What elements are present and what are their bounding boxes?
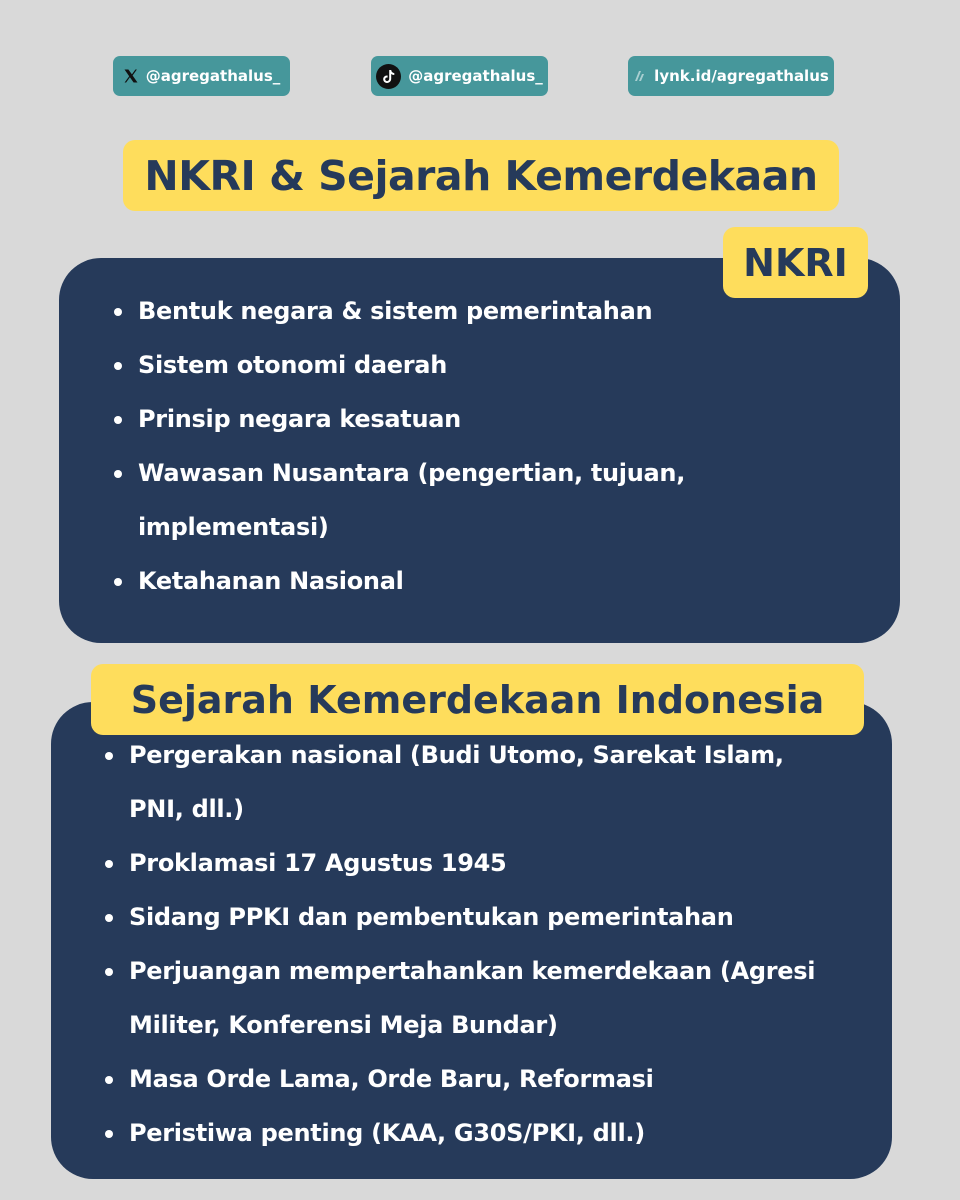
list-item: Wawasan Nusantara (pengertian, tujuan, implementasi) (112, 446, 712, 554)
nkri-section-title: NKRI (743, 240, 848, 285)
nkri-section-tag (723, 227, 868, 298)
list-item: Prinsip negara kesatuan (112, 392, 712, 446)
sejarah-section-tag (91, 664, 864, 735)
lynk-url-text: lynk.id/agregathalus (654, 67, 829, 85)
list-item: Proklamasi 17 Agustus 1945 (103, 836, 838, 890)
tiktok-handle-text: @agregathalus_ (408, 67, 543, 85)
nkri-topic-list (112, 284, 712, 608)
x-handle-text: @agregathalus_ (145, 67, 281, 85)
tiktok-handle-pill[interactable] (371, 56, 548, 96)
page-title-text: NKRI & Sejarah Kemerdekaan (144, 151, 818, 200)
sejarah-topic-list (103, 728, 838, 1160)
list-item: Ketahanan Nasional (112, 554, 712, 608)
lynk-logo-icon (633, 69, 647, 83)
list-item: Bentuk negara & sistem pemerintahan (112, 284, 712, 338)
list-item: Perjuangan mempertahankan kemerdekaan (Agresi Militer, Konferensi Meja Bundar) (103, 944, 838, 1052)
tiktok-logo-icon (376, 64, 401, 89)
list-item: Sistem otonomi daerah (112, 338, 712, 392)
list-item: Masa Orde Lama, Orde Baru, Reformasi (103, 1052, 838, 1106)
page-title (123, 140, 839, 211)
list-item: Sidang PPKI dan pembentukan pemerintahan (103, 890, 838, 944)
x-handle-pill[interactable] (113, 56, 290, 96)
list-item: Pergerakan nasional (Budi Utomo, Sarekat Islam, PNI, dll.) (103, 728, 838, 836)
lynk-link-pill[interactable] (628, 56, 834, 96)
sejarah-section-title: Sejarah Kemerdekaan Indonesia (130, 677, 825, 722)
x-logo-icon (123, 68, 139, 84)
list-item: Peristiwa penting (KAA, G30S/PKI, dll.) (103, 1106, 838, 1160)
